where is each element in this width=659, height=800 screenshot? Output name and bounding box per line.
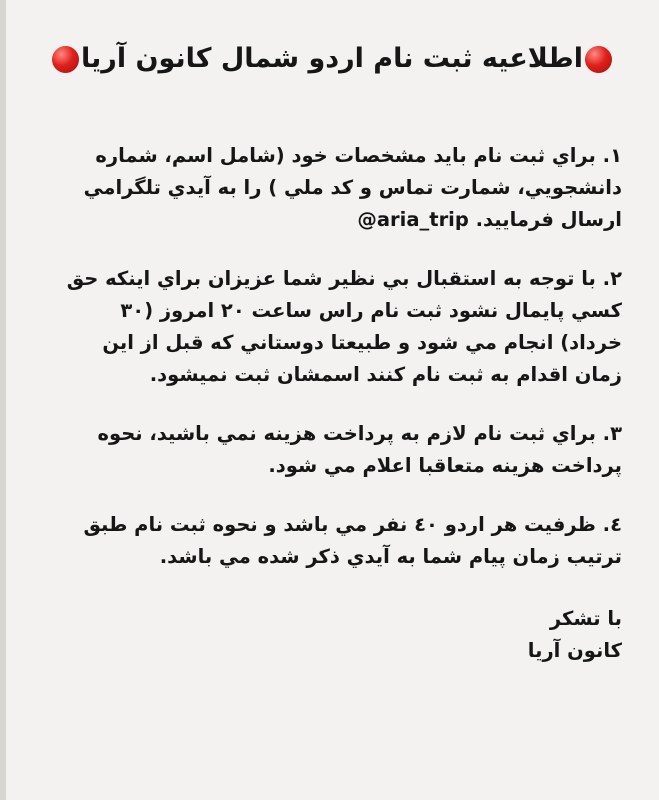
paragraph-registration-time [50,263,622,391]
closing-thanks: با تشكر [549,607,622,630]
paragraph-capacity [50,509,622,573]
text-line: خرداد) انجام مي شود و طبيعتا دوستاني كه قبل از اين [102,331,622,354]
red-circle-icon [585,46,612,73]
telegram-handle: @aria_trip [357,208,469,231]
announcement-title [20,36,644,82]
closing-signature [50,603,622,667]
text-segment: ارسال فرماييد. [475,208,622,231]
paragraph-registration-details [50,140,622,236]
text-line: ۱. براي ثبت نام بايد مشخصات خود (شامل اسم، شماره [95,144,622,167]
text-line: كسي پايمال نشود ثبت نام راس ساعت ۲۰ امروز (۳۰ [120,299,622,322]
text-line: ۲. با توجه به استقبال بي نظير شما عزيزان براي اينكه حق [66,267,622,290]
closing-organization: كانون آريا [527,639,622,662]
text-line: ترتيب زمان پيام شما به آيدي ذكر شده مي باشد. [159,545,622,568]
title-text: اطلاعیه ثبت نام اردو شمال کانون آریا [81,43,583,74]
announcement-body [50,140,622,667]
text-line: پرداخت هزينه متعاقبا اعلام مي شود. [268,454,622,477]
paragraph-payment [50,418,622,482]
text-line: ٤. ظرفيت هر اردو ٤٠ نفر مي باشد و نحوه ثبت نام طبق [83,513,622,536]
text-line: دانشجويي، شمارت تماس و كد ملي ) را به آيدي تلگرامي [83,176,622,199]
red-circle-icon [52,46,79,73]
text-line [50,204,622,236]
text-line: زمان اقدام به ثبت نام كنند اسمشان ثبت نميشود. [149,363,622,386]
text-line: ۳. براي ثبت نام لازم به پرداخت هزينه نمي باشيد، نحوه [97,422,622,445]
